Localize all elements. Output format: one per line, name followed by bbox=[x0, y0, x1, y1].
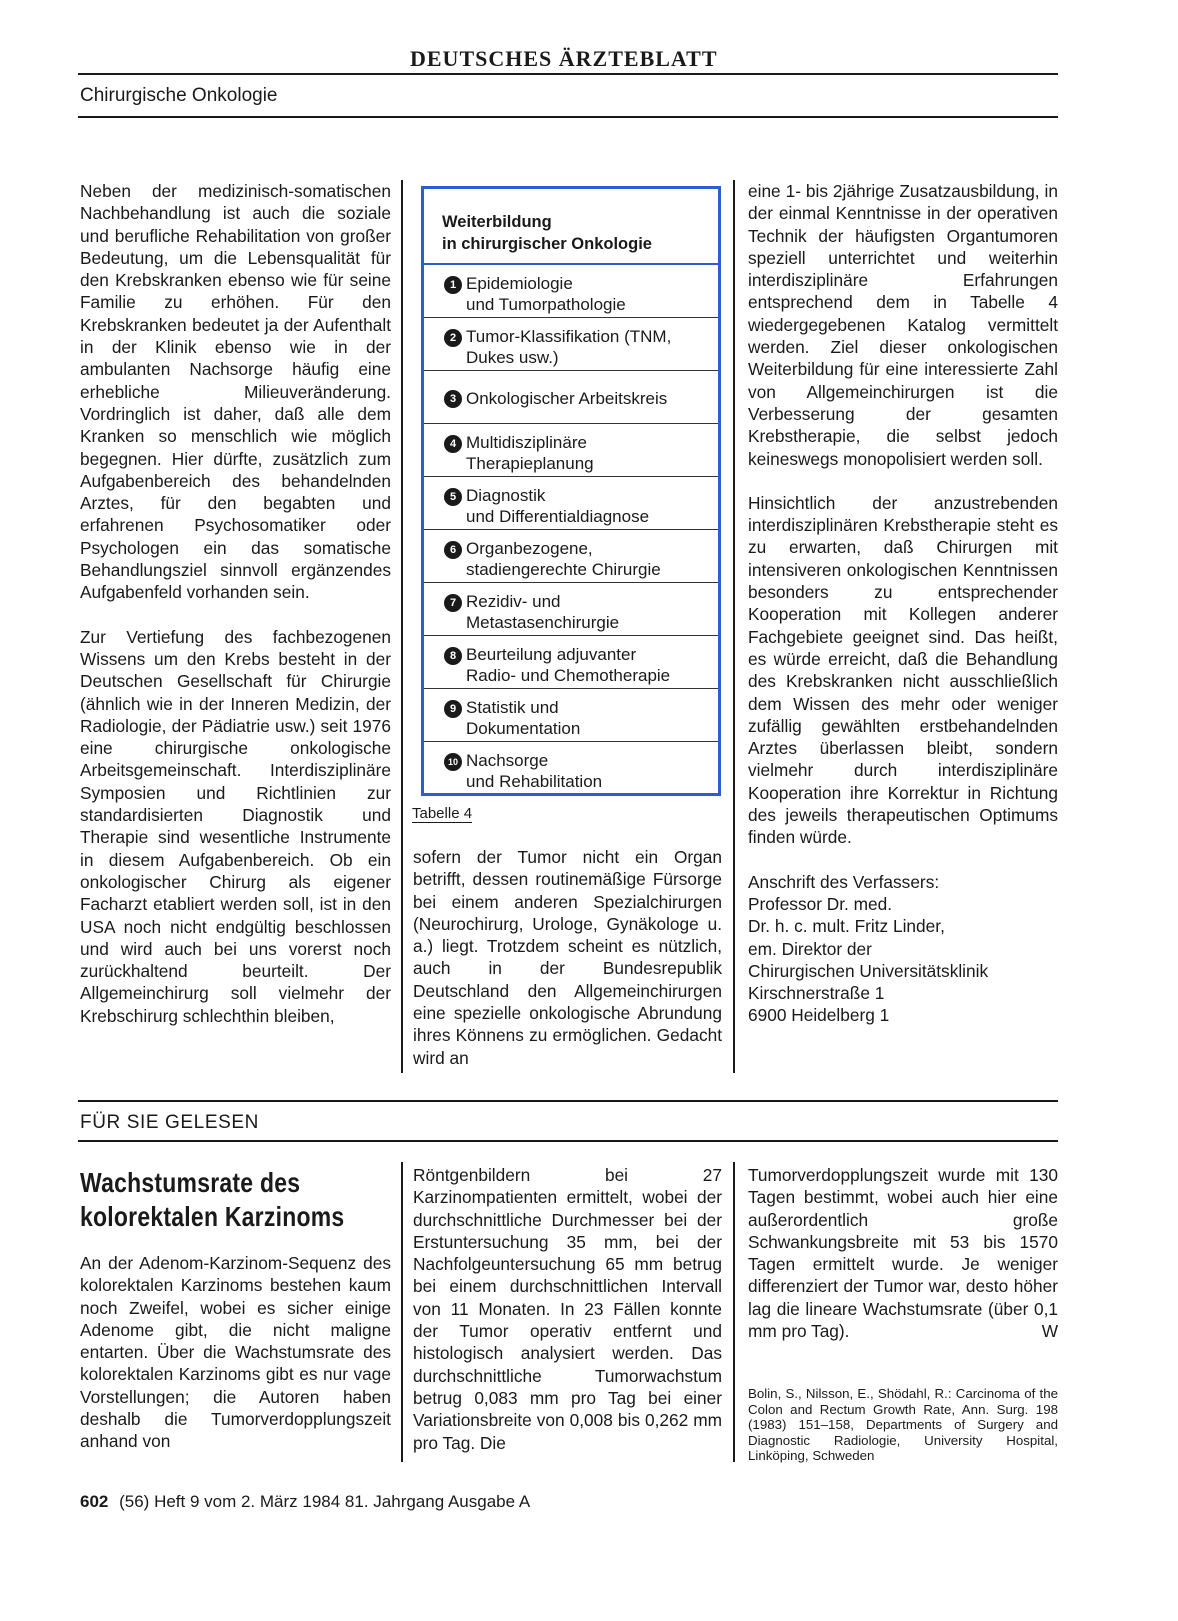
section-title: Chirurgische Onkologie bbox=[80, 85, 278, 106]
table-4-item bbox=[424, 424, 718, 477]
address-line: Anschrift des Verfassers: bbox=[748, 871, 940, 892]
address-line: Professor Dr. med. bbox=[748, 893, 893, 914]
article1-column-2 bbox=[413, 846, 722, 1069]
table-4-item-line-1: Beurteilung adjuvanter bbox=[466, 645, 637, 664]
table-4-item-line-2: und Tumorpathologie bbox=[466, 295, 626, 314]
headline-line-1: Wachstumsrate des bbox=[80, 1167, 301, 1198]
table-4-item-line-2: Dukes usw.) bbox=[466, 348, 559, 367]
number-badge-icon: 4 bbox=[444, 435, 462, 453]
article1-column-1 bbox=[80, 180, 391, 1027]
author-address bbox=[748, 871, 1058, 1027]
article1-col3-paragraph-2: Hinsichtlich der anzustrebenden interdisziplinären Krebstherapie steht es zu erwarten, daß Chirurgen mit intensiveren onkologischen Kenntnissen besonders zu entsprechender Kooperation mit Kollegen anderer Fachgebiete geeignet sind. Das heißt, es würde erreicht, daß die Behandlung des Krebskranken nicht ausschließlich dem Wissen des mehr oder weniger zufällig gewählten erstbehandelnden Arztes überlassen bleibt, sondern vielmehr durch interdisziplinäre Kooperation ihre Korrektur in Richtung des jeweils therapeutischen Optimums finden würde. bbox=[748, 492, 1058, 848]
column-divider bbox=[733, 1162, 735, 1462]
number-badge-icon: 6 bbox=[444, 541, 462, 559]
table-4-item-line-1: Multidisziplinäre bbox=[466, 433, 587, 452]
masthead: DEUTSCHES ÄRZTEBLATT bbox=[410, 46, 718, 71]
number-badge-icon: 5 bbox=[444, 488, 462, 506]
number-badge-icon: 9 bbox=[444, 700, 462, 718]
table-4-item bbox=[424, 583, 718, 636]
article2-column-3 bbox=[748, 1164, 1058, 1343]
issue-info: (56) Heft 9 vom 2. März 1984 81. Jahrgang Ausgabe A bbox=[119, 1492, 531, 1511]
page-number: 602 bbox=[80, 1492, 109, 1511]
table-4-item bbox=[424, 318, 718, 371]
address-line: 6900 Heidelberg 1 bbox=[748, 1005, 890, 1026]
author-signature: W bbox=[1041, 1321, 1058, 1342]
number-badge-icon: 10 bbox=[444, 753, 462, 771]
table-4-list bbox=[424, 263, 718, 795]
table-4-title-line-2: in chirurgischer Onkologie bbox=[442, 235, 652, 253]
number-badge-icon: 3 bbox=[444, 390, 462, 408]
article1-col3-paragraph-1: eine 1- bis 2jährige Zusatzausbildung, in der einmal Kenntnisse in der operativen Technik der häufigsten Organtumoren speziell unterrichtet und weiterhin interdisziplinäre Erfahrungen entsprechend dem in Tabelle 4 wiedergegebenen Katalog vermittelt werden. Ziel dieser onkologischen Weiterbildung für eine interessierte Zahl von Allgemeinchirurgen ist die Verbesserung der gesamten Krebstherapie, die selbst jedoch keineswegs monopolisiert werden soll. bbox=[748, 181, 1058, 469]
column-divider bbox=[733, 180, 735, 1073]
table-4-item-line-2: und Differentialdiagnose bbox=[466, 507, 650, 526]
column-divider bbox=[401, 1162, 403, 1462]
article2-rule-top bbox=[78, 1100, 1058, 1102]
article1-col2-paragraph-1: sofern der Tumor nicht ein Organ betrifft, dessen routinemäßige Fürsorge bei einem anderen Spezialchirurgen (Neurochirurg, Urologe, Gynäkologe u. a.) liegt. Trotzdem scheint es nützlich, auch in der Bundesrepublik Deutschland den Allgemeinchirurgen eine spezielle onkologische Abrundung ihres Könnens zu ermöglichen. Gedacht wird an bbox=[413, 847, 722, 1068]
article2-col3-paragraph-1: Tumorverdopplungszeit wurde mit 130 Tagen bestimmt, wobei auch hier eine außerordentlich große Schwankungsbreite mit 53 bis 1570 Tagen ermittelt wurde. Je weniger differenziert der Tumor war, desto höher lag die lineare Wachstumsrate (über 0,1 mm pro Tag). bbox=[748, 1165, 1058, 1342]
table-4-item-line-1: Tumor-Klassifikation (TNM, bbox=[466, 327, 672, 346]
table-4-item bbox=[424, 371, 718, 424]
address-line: em. Direktor der bbox=[748, 938, 872, 959]
article2-col2-paragraph-1: Röntgenbildern bei 27 Karzinompatienten ermittelt, wobei der durchschnittliche Durchmesser bei der Erstuntersuchung 35 mm, bei der Nachfolgeuntersuchung 65 mm betrug bei einem durchschnittlichen Intervall von 11 Monaten. In 23 Fällen konnte der Tumor operativ entfernt und histologisch analysiert werden. Das durchschnittliche Tumorwachstum betrug 0,083 mm pro Tag bei einer Variationsbreite von 0,008 bis 0,262 mm pro Tag. Die bbox=[413, 1165, 722, 1453]
table-4-caption: Tabelle 4 bbox=[412, 805, 473, 822]
number-badge-icon: 8 bbox=[444, 647, 462, 665]
table-4-box bbox=[421, 186, 721, 796]
article2-headline bbox=[80, 1166, 392, 1234]
article2-column-2 bbox=[413, 1164, 722, 1454]
table-4-item bbox=[424, 636, 718, 689]
article2-column-1 bbox=[80, 1252, 391, 1453]
article2-col1-paragraph-1: An der Adenom-Karzinom-Sequenz des kolorektalen Karzinoms bestehen kaum noch Zweifel, wobei es sicher einige Adenome gibt, die nicht maligne entarten. Über die Wachstumsrate des kolorektalen Karzinoms gibt es nur vage Vorstellungen; die Autoren haben deshalb die Tumorverdopplungszeit anhand von bbox=[80, 1253, 391, 1452]
table-4-item-line-1: Epidemiologie bbox=[466, 274, 573, 293]
article1-col1-paragraph-2: Zur Vertiefung des fachbezogenen Wissens um den Krebs besteht in der Deutschen Gesellschaft für Chirurgie (ähnlich wie in der Inneren Medizin, der Radiologie, der Pädiatrie usw.) seit 1976 eine chirurgische onkologische Arbeitsgemeinschaft. Interdisziplinäre Symposien und Richtlinien zur standardisierten Diagnostik und Therapie sind wesentliche Instrumente in diesem Aufgabenbereich. Ob ein onkologischer Chirurg als eigener Facharzt etabliert werden soll, ist in den USA noch nicht endgültig beschlossen und wird auch bei uns vorerst noch zurückhaltend beurteilt. Der Allgemeinchirurg soll vielmehr der Krebschirurg schlechthin bleiben, bbox=[80, 626, 391, 1026]
rubric: FÜR SIE GELESEN bbox=[80, 1112, 259, 1133]
number-badge-icon: 1 bbox=[444, 276, 462, 294]
table-4-item-line-1: Rezidiv- und bbox=[466, 592, 561, 611]
article2-rule-bottom bbox=[78, 1140, 1058, 1142]
column-divider bbox=[401, 180, 403, 1073]
table-4-title-line-1: Weiterbildung bbox=[442, 213, 552, 231]
address-line: Dr. h. c. mult. Fritz Linder, bbox=[748, 916, 945, 937]
table-4-item bbox=[424, 477, 718, 530]
table-4-item-line-2: Dokumentation bbox=[466, 719, 581, 738]
table-4-title bbox=[424, 189, 718, 253]
table-4-item-line-1: Nachsorge bbox=[466, 751, 549, 770]
table-4-item bbox=[424, 530, 718, 583]
table-4-item-line-2: Metastasenchirurgie bbox=[466, 613, 620, 632]
address-line: Kirschnerstraße 1 bbox=[748, 983, 885, 1004]
table-4-item-line-2: stadiengerechte Chirurgie bbox=[466, 560, 661, 579]
table-4-item-line-2: und Rehabilitation bbox=[466, 772, 603, 791]
table-4-item bbox=[424, 689, 718, 742]
table-4-item-line-2: Radio- und Chemotherapie bbox=[466, 666, 671, 685]
article1-column-3 bbox=[748, 180, 1058, 1027]
table-4-item bbox=[424, 742, 718, 795]
header-rule-bottom bbox=[78, 116, 1058, 118]
table-4-item-line-1: Diagnostik bbox=[466, 486, 546, 505]
table-4-item-line-1: Organbezogene, bbox=[466, 539, 593, 558]
table-4-item bbox=[424, 265, 718, 318]
table-4-item-line-2: Therapieplanung bbox=[466, 454, 594, 473]
table-4-item-line-1: Statistik und bbox=[466, 698, 559, 717]
header-rule-top bbox=[78, 73, 1058, 75]
page-footer bbox=[80, 1492, 530, 1512]
headline-line-2: kolorektalen Karzinoms bbox=[80, 1201, 345, 1232]
article1-col1-paragraph-1: Neben der medizinisch-somatischen Nachbehandlung ist auch die soziale und berufliche Rehabilitation von großer Bedeutung, um die Lebensqualität für den Krebskranken ebenso wie für seine Familie zu erhöhen. Für den Krebskranken bedeutet ja der Aufenthalt in der Klinik ebenso wie in der ambulanten Nachsorge häufig eine erhebliche Milieuveränderung. Vordringlich ist daher, daß alle dem Kranken so menschlich wie möglich begegnen. Hier dürfte, zusätzlich zum Aufgabenbereich des behandelnden Arztes, für den begabten und erfahrenen Psychosomatiker oder Psychologen ein das somatische Behandlungsziel sinnvoll ergänzendes Aufgabenfeld vorhanden sein. bbox=[80, 181, 391, 603]
number-badge-icon: 7 bbox=[444, 594, 462, 612]
table-4-item-line-1: Onkologischer Arbeitskreis bbox=[466, 389, 668, 408]
number-badge-icon: 2 bbox=[444, 329, 462, 347]
address-line: Chirurgischen Universitätsklinik bbox=[748, 960, 989, 981]
literature-reference: Bolin, S., Nilsson, E., Shödahl, R.: Carcinoma of the Colon and Rectum Growth Rate, Ann. Surg. 198 (1983) 151–158, Departments of Surgery and Diagnostic Radiologie, University Hospital, Linköping, Schweden bbox=[748, 1386, 1058, 1463]
